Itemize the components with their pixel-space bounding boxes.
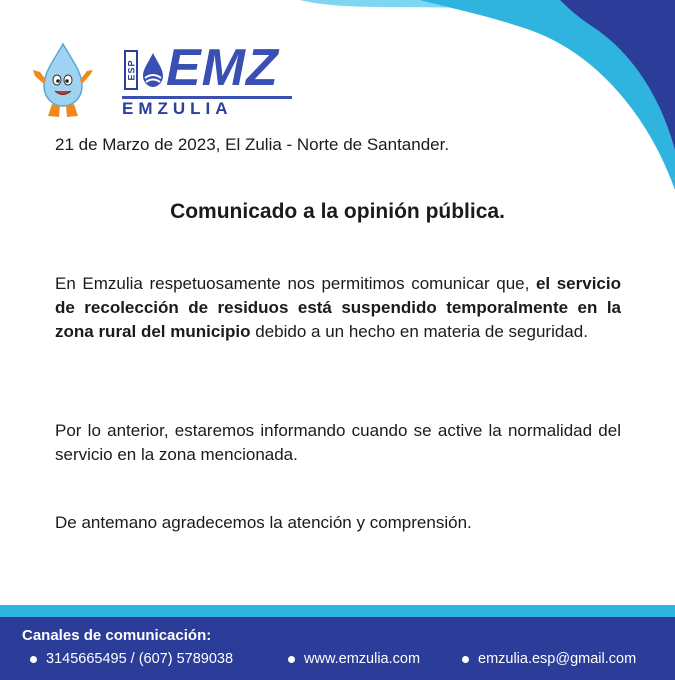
contact-email[interactable]	[462, 651, 636, 667]
paragraph-announcement	[55, 272, 621, 344]
contact-phone	[30, 651, 233, 667]
logo-mark-text: EMZ	[166, 39, 279, 97]
bullet-icon	[288, 656, 295, 663]
website-link[interactable]: www.emzulia.com	[304, 651, 421, 667]
bullet-icon	[462, 656, 469, 663]
phone-text: 3145665495 / (607) 5789038	[46, 651, 234, 667]
footer-title: Canales de comunicación:	[22, 627, 212, 644]
date-line: 21 de Marzo de 2023, El Zulia - Norte de Santander.	[55, 135, 450, 154]
bullet-icon	[30, 656, 37, 663]
paragraph-thanks: De antemano agradecemos la atención y comprensión.	[55, 513, 472, 532]
paragraph-followup: Por lo anterior, estaremos informando cuando se active la normalidad del servicio en la zona mencionada.	[55, 421, 621, 464]
paragraph-announcement-tail: debido a un hecho en materia de seguridad.	[250, 322, 588, 341]
esp-label: ESP	[126, 59, 137, 81]
water-drop-mascot-icon	[32, 40, 94, 120]
document-title: Comunicado a la opinión pública.	[170, 200, 505, 223]
logo-subtitle: EMZULIA	[122, 96, 292, 117]
esp-label-box	[124, 50, 138, 90]
emzulia-logo	[32, 40, 302, 120]
contact-website[interactable]	[288, 651, 420, 667]
water-drop-icon	[140, 52, 166, 88]
footer-contact-bar	[0, 617, 675, 680]
email-link[interactable]: emzulia.esp@gmail.com	[478, 651, 637, 667]
paragraph-announcement-bold: el servicio de recolección de residuos está suspendido temporalmente en la zona rural del municipio	[55, 274, 621, 341]
paragraph-announcement-lead: En Emzulia respetuosamente nos permitimos comunicar que,	[55, 274, 536, 293]
